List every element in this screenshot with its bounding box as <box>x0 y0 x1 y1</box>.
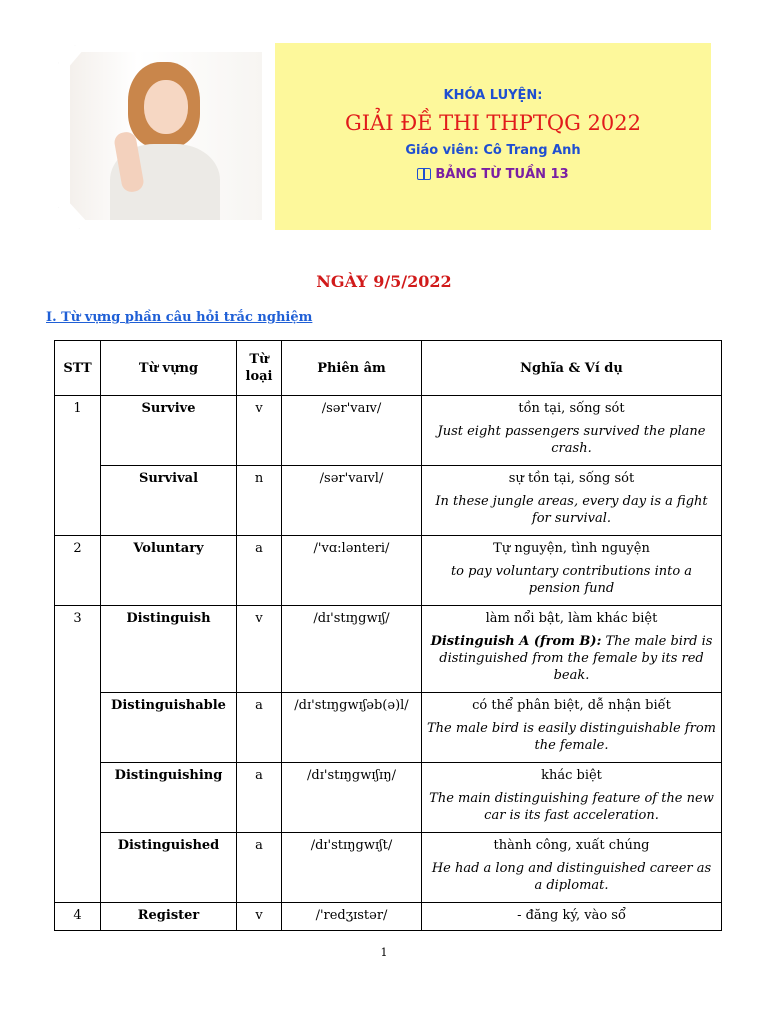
row-meaning <box>422 833 722 903</box>
header-stt: STT <box>55 341 101 396</box>
table-row <box>55 693 722 763</box>
meaning-text: làm nổi bật, làm khác biệt <box>485 611 658 626</box>
example-text: The male bird is easily distinguishable from the female. <box>427 721 716 753</box>
row-meaning <box>422 606 722 693</box>
row-ipa: /'vɑ:lənteri/ <box>282 536 422 606</box>
meaning-text: sự tồn tại, sống sót <box>508 471 635 486</box>
header-word: Từ vựng <box>101 341 237 396</box>
row-meaning <box>422 763 722 833</box>
row-ipa: /dɪ'stɪŋgwɪʃɪŋ/ <box>282 763 422 833</box>
table-row <box>55 903 722 931</box>
week-label <box>275 167 711 182</box>
row-meaning <box>422 396 722 466</box>
row-word: Survive <box>101 396 237 466</box>
row-word: Distinguished <box>101 833 237 903</box>
table-row <box>55 833 722 903</box>
row-ipa: /dɪ'stɪŋgwɪʃt/ <box>282 833 422 903</box>
example-text: to pay voluntary contributions into a pension fund <box>450 564 693 596</box>
row-pos: a <box>237 536 282 606</box>
row-meaning <box>422 466 722 536</box>
table-row <box>55 396 722 466</box>
example-text: In these jungle areas, every day is a fight for survival. <box>435 494 708 526</box>
week-text: BẢNG TỪ TUẦN 13 <box>435 167 569 182</box>
example-lead: Distinguish A (from B): <box>430 634 602 649</box>
row-stt: 1 <box>55 396 101 536</box>
table-row <box>55 536 722 606</box>
row-pos: a <box>237 693 282 763</box>
row-ipa: /dɪ'stɪŋgwɪʃ/ <box>282 606 422 693</box>
example-text: He had a long and distinguished career as a diplomat. <box>431 861 712 893</box>
row-word: Distinguish <box>101 606 237 693</box>
row-ipa: /sər'vaɪvl/ <box>282 466 422 536</box>
vocabulary-table <box>54 340 722 931</box>
row-pos: v <box>237 903 282 931</box>
row-word: Distinguishing <box>101 763 237 833</box>
row-ipa: /sər'vaɪv/ <box>282 396 422 466</box>
row-pos: v <box>237 606 282 693</box>
section-title: I. Từ vựng phần câu hỏi trắc nghiệm <box>46 310 313 325</box>
meaning-text: thành công, xuất chúng <box>493 838 650 853</box>
row-meaning <box>422 693 722 763</box>
header-meaning: Nghĩa & Ví dụ <box>422 341 722 396</box>
row-stt: 2 <box>55 536 101 606</box>
example-text: The main distinguishing feature of the new car is its fast acceleration. <box>429 791 714 823</box>
row-word: Distinguishable <box>101 693 237 763</box>
row-meaning <box>422 536 722 606</box>
row-pos: a <box>237 833 282 903</box>
row-word: Survival <box>101 466 237 536</box>
table-row <box>55 466 722 536</box>
row-stt: 4 <box>55 903 101 931</box>
meaning-text: - đăng ký, vào sổ <box>517 908 626 923</box>
course-title: GIẢI ĐỀ THI THPTQG 2022 <box>344 111 642 135</box>
teacher-name: Giáo viên: Cô Trang Anh <box>405 143 581 158</box>
row-word: Register <box>101 903 237 931</box>
example-text <box>426 633 717 684</box>
meaning-text: khác biệt <box>541 768 602 783</box>
table-row <box>55 606 722 693</box>
table-header-row <box>55 341 722 396</box>
row-stt: 3 <box>55 606 101 903</box>
teacher-photo <box>70 52 262 220</box>
meaning-text: có thể phân biệt, dễ nhận biết <box>472 698 671 713</box>
meaning-text: tồn tại, sống sót <box>518 401 625 416</box>
page-number: 1 <box>380 946 388 959</box>
row-ipa: /'redʒɪstər/ <box>282 903 422 931</box>
lesson-date: NGÀY 9/5/2022 <box>316 272 452 291</box>
row-pos: v <box>237 396 282 466</box>
book-icon <box>417 168 431 179</box>
example-body: The male bird is distinguished from the female by its red beak. <box>439 634 713 683</box>
row-ipa: /dɪ'stɪŋgwɪʃəb(ə)l/ <box>282 693 422 763</box>
course-banner <box>275 43 711 230</box>
table-row <box>55 763 722 833</box>
header-pos: Từ loại <box>237 341 282 396</box>
header-ipa: Phiên âm <box>282 341 422 396</box>
meaning-text: Tự nguyện, tình nguyện <box>493 541 650 556</box>
row-pos: n <box>237 466 282 536</box>
row-word: Voluntary <box>101 536 237 606</box>
row-meaning <box>422 903 722 931</box>
example-text: Just eight passengers survived the plane crash. <box>437 424 706 456</box>
course-label: KHÓA LUYỆN: <box>443 88 543 103</box>
row-pos: a <box>237 763 282 833</box>
